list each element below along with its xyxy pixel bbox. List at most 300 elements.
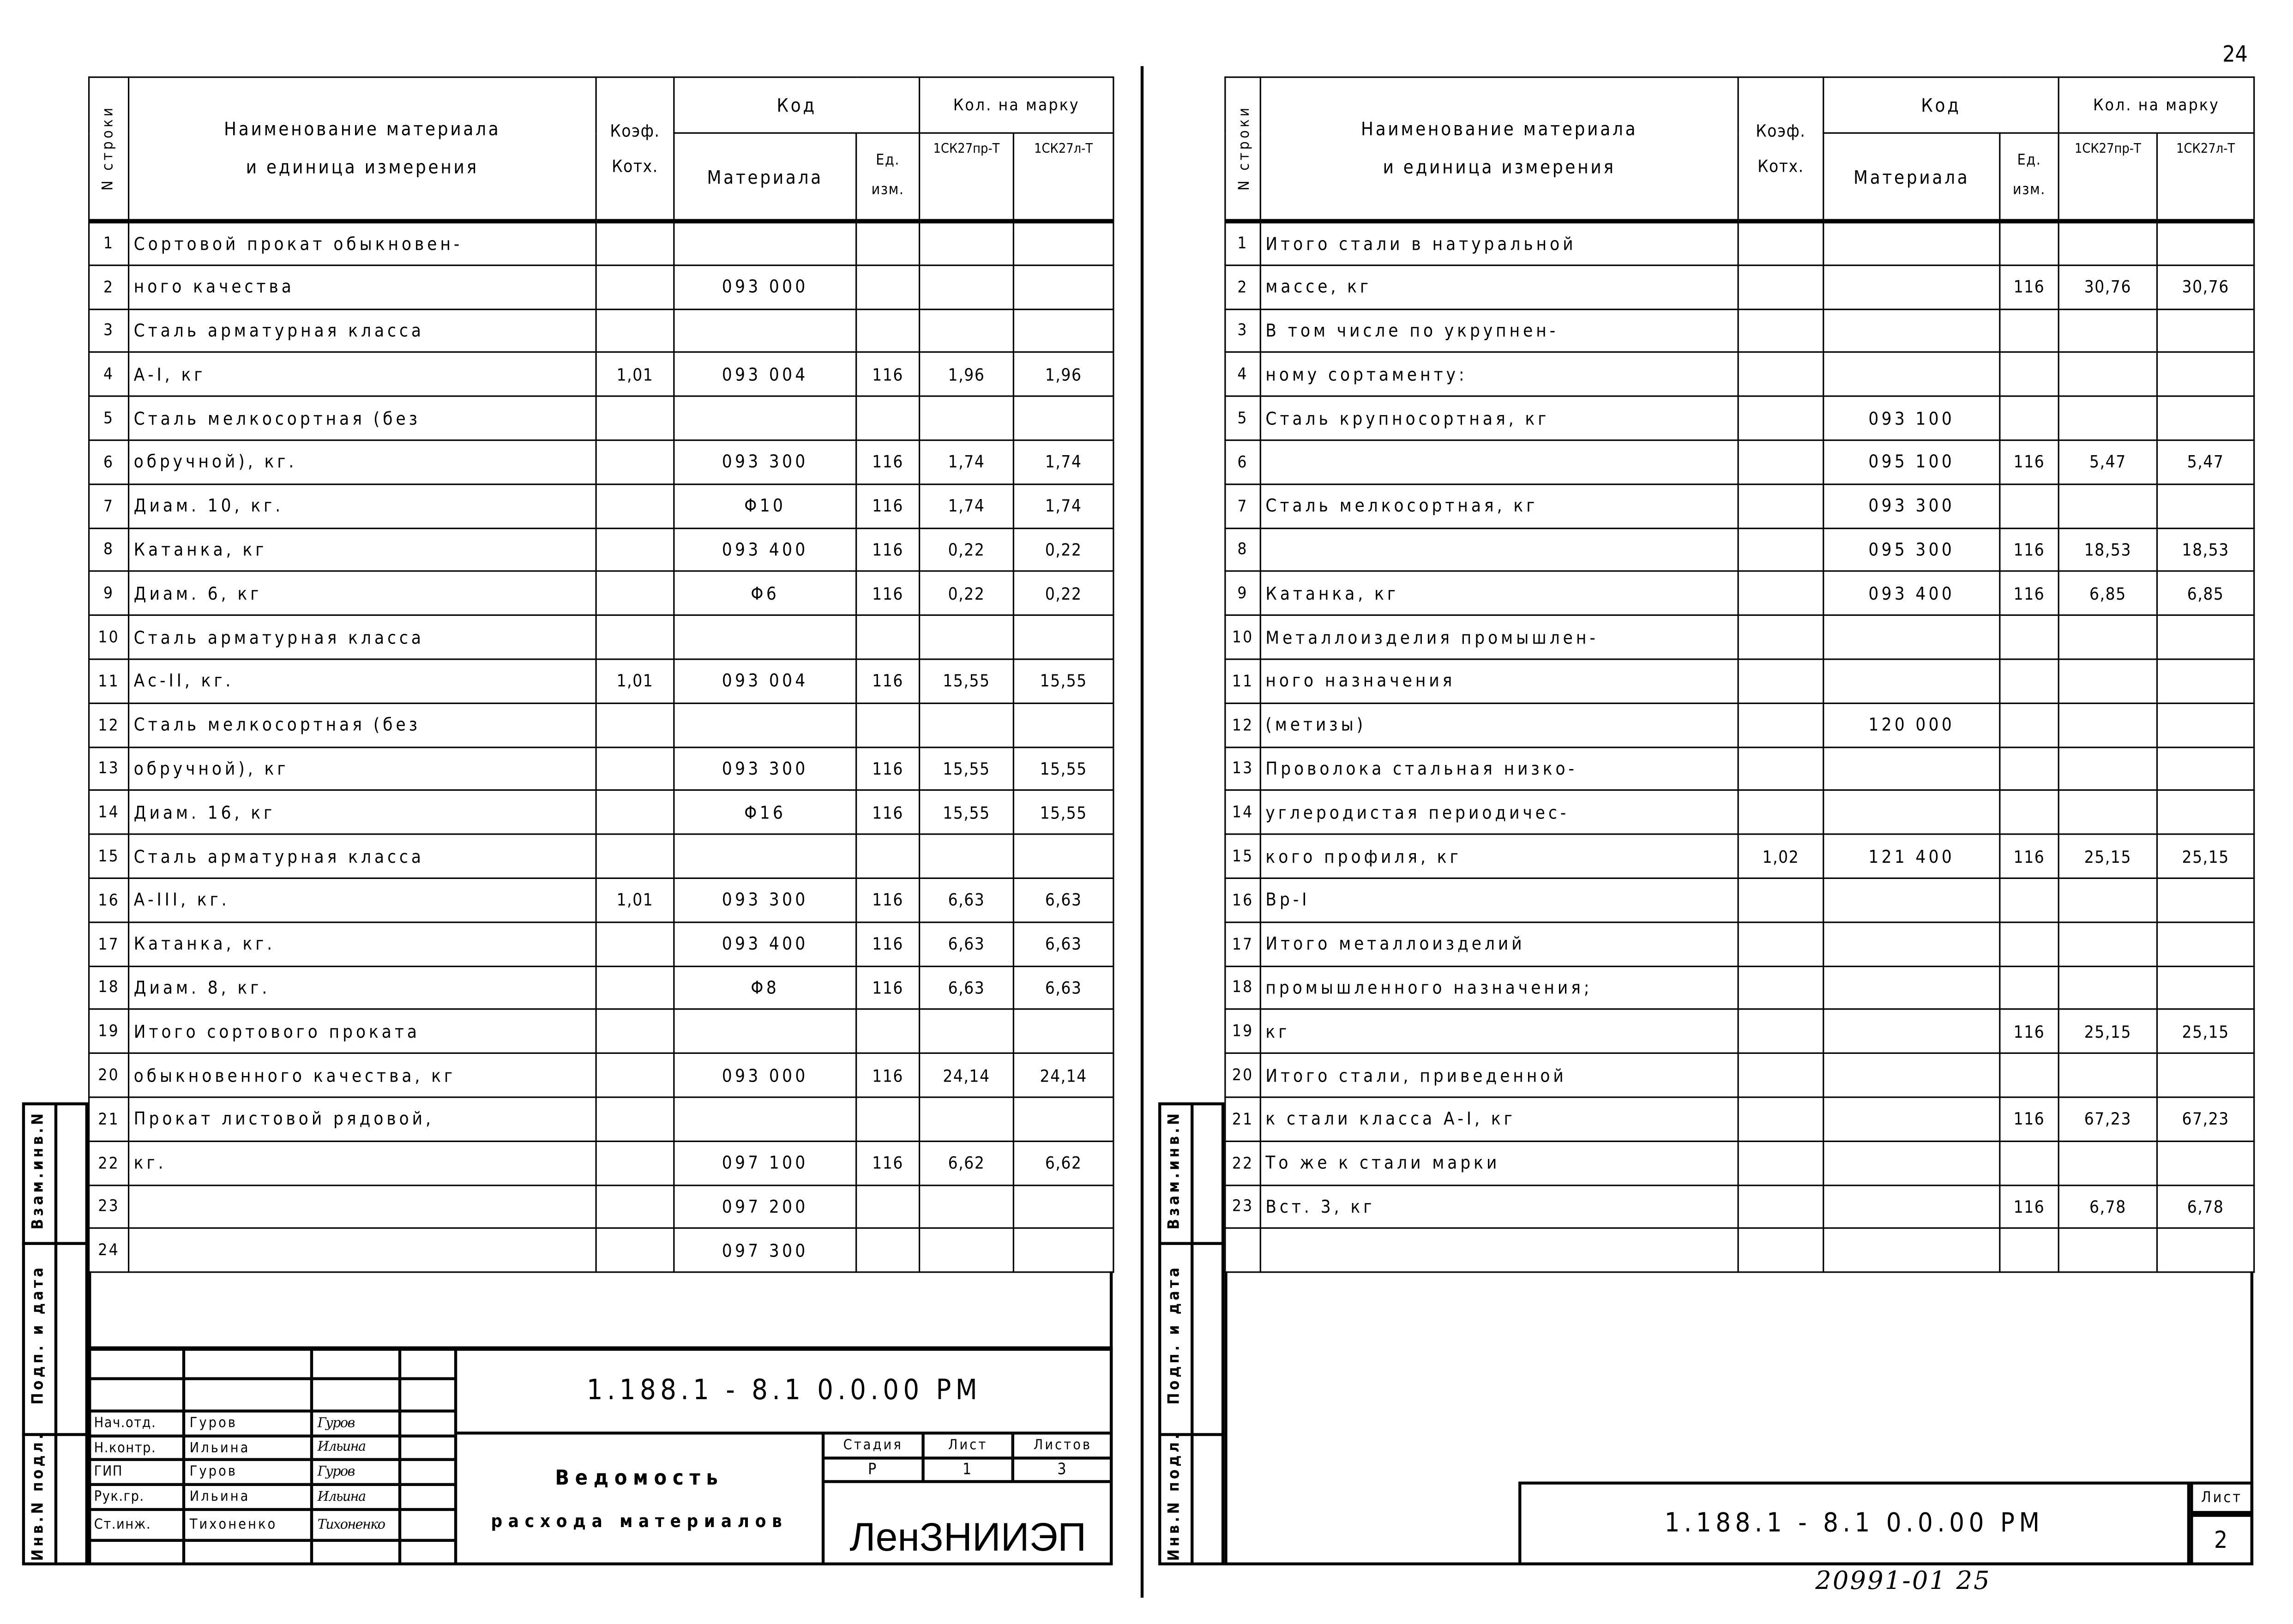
table-row bbox=[1225, 922, 2254, 966]
table-row bbox=[1225, 353, 2254, 397]
material-name: ному сортаменту: bbox=[1260, 353, 1738, 397]
title-line-1: Ведомость bbox=[555, 1467, 724, 1491]
table-row bbox=[89, 834, 1113, 878]
material-name: Металлоизделия промышлен- bbox=[1260, 615, 1738, 659]
qty-mark-2 bbox=[2157, 397, 2254, 440]
table-row-empty bbox=[1225, 1228, 2254, 1272]
material-code bbox=[674, 1010, 856, 1053]
stamp-cell bbox=[184, 1540, 312, 1565]
sheets-value: 3 bbox=[1013, 1458, 1113, 1482]
material-name: А-III, кг. bbox=[129, 878, 596, 922]
material-name: обручной), кг. bbox=[129, 440, 596, 484]
material-name: ного назначения bbox=[1260, 659, 1738, 703]
coefficient bbox=[1738, 353, 1824, 397]
mark-2-header: 1СК27л-Т bbox=[2157, 133, 2254, 221]
qty-mark-2: 6,63 bbox=[1013, 922, 1113, 966]
material-code: 097 100 bbox=[674, 1141, 856, 1185]
material-name: промышленного назначения; bbox=[1260, 966, 1738, 1010]
row-number: 19 bbox=[1225, 1010, 1260, 1053]
material-code: Φ10 bbox=[674, 484, 856, 528]
qty-mark-2 bbox=[1013, 1228, 1113, 1272]
material-code bbox=[1824, 922, 2000, 966]
material-name: Сталь арматурная класса bbox=[129, 309, 596, 353]
coefficient bbox=[1738, 615, 1824, 659]
row-number: 5 bbox=[89, 397, 129, 440]
stamp-person-name: Гуров bbox=[184, 1411, 312, 1436]
row-number: 9 bbox=[89, 571, 129, 615]
row-number: 7 bbox=[1225, 484, 1260, 528]
unit-code bbox=[856, 1185, 920, 1228]
qty-mark-2 bbox=[2157, 615, 2254, 659]
unit-code: 116 bbox=[2000, 265, 2058, 309]
name-header-line-1: Наименование материала bbox=[224, 117, 501, 140]
table-row bbox=[89, 791, 1113, 835]
divider bbox=[54, 1102, 57, 1565]
table-row bbox=[1225, 747, 2254, 791]
material-code bbox=[1824, 265, 2000, 309]
name-header bbox=[1260, 77, 1738, 221]
qty-mark-1: 25,15 bbox=[2058, 1010, 2157, 1053]
unit-code: 116 bbox=[856, 484, 920, 528]
unit-code bbox=[856, 1010, 920, 1053]
table-row bbox=[1225, 221, 2254, 265]
unit-code bbox=[2000, 878, 2058, 922]
qty-mark-1: 6,85 bbox=[2058, 571, 2157, 615]
unit-code bbox=[2000, 309, 2058, 353]
qty-mark-2: 24,14 bbox=[1013, 1053, 1113, 1097]
unit-code: 116 bbox=[2000, 440, 2058, 484]
unit-code: 116 bbox=[856, 922, 920, 966]
stamp-cell bbox=[88, 1348, 184, 1379]
unit-code: 116 bbox=[856, 878, 920, 922]
mark-1-header: 1СК27пр-Т bbox=[920, 133, 1014, 221]
material-name: Сортовой прокат обыкновен- bbox=[129, 221, 596, 265]
unit-code: 116 bbox=[856, 440, 920, 484]
unit-code: 116 bbox=[2000, 1097, 2058, 1141]
stamp-role: Нач.отд. bbox=[88, 1411, 184, 1436]
qty-mark-2 bbox=[1013, 265, 1113, 309]
name-header-line-1: Наименование материала bbox=[1360, 117, 1638, 140]
table-row bbox=[89, 1010, 1113, 1053]
row-number: 14 bbox=[89, 791, 129, 835]
table-row bbox=[1225, 571, 2254, 615]
code-header: Код bbox=[674, 77, 920, 133]
table-row bbox=[1225, 1010, 2254, 1053]
stamp-date-cell bbox=[400, 1485, 456, 1510]
material-code: 093 300 bbox=[674, 747, 856, 791]
material-code bbox=[1824, 1053, 2000, 1097]
table-header-row bbox=[1225, 77, 2254, 133]
table-row bbox=[89, 440, 1113, 484]
unit-code: 116 bbox=[2000, 834, 2058, 878]
replace-inv-label: Взам.инв.N bbox=[29, 1110, 47, 1230]
material-code: 093 300 bbox=[674, 878, 856, 922]
unit-code: 116 bbox=[856, 791, 920, 835]
qty-mark-1 bbox=[920, 615, 1014, 659]
qty-mark-2 bbox=[1013, 615, 1113, 659]
signature: Гуров bbox=[312, 1460, 400, 1485]
coefficient bbox=[596, 440, 674, 484]
row-number: 16 bbox=[89, 878, 129, 922]
material-name: Вст. 3, кг bbox=[1260, 1185, 1738, 1228]
empty-cell bbox=[2000, 1228, 2058, 1272]
material-name: Сталь арматурная класса bbox=[129, 615, 596, 659]
qty-mark-2 bbox=[1013, 1097, 1113, 1141]
unit-code bbox=[2000, 659, 2058, 703]
stage-label: Стадия bbox=[823, 1433, 923, 1458]
row-number: 11 bbox=[89, 659, 129, 703]
material-name: кого профиля, кг bbox=[1260, 834, 1738, 878]
material-name: обручной), кг bbox=[129, 747, 596, 791]
material-name: Диам. 16, кг bbox=[129, 791, 596, 835]
qty-mark-2 bbox=[2157, 703, 2254, 747]
qty-mark-2 bbox=[2157, 747, 2254, 791]
row-number: 12 bbox=[1225, 703, 1260, 747]
coefficient bbox=[1738, 659, 1824, 703]
qty-mark-1 bbox=[2058, 703, 2157, 747]
row-number: 18 bbox=[89, 966, 129, 1010]
document-code: 1.188.1 - 8.1 0.0.00 РМ bbox=[456, 1348, 1113, 1433]
table-row bbox=[1225, 615, 2254, 659]
unit-code bbox=[2000, 1053, 2058, 1097]
table-row bbox=[89, 747, 1113, 791]
row-number: 19 bbox=[89, 1010, 129, 1053]
qty-mark-1: 15,55 bbox=[920, 747, 1014, 791]
unit-code: 116 bbox=[2000, 571, 2058, 615]
coefficient bbox=[596, 1141, 674, 1185]
material-name: кг. bbox=[129, 1141, 596, 1185]
qty-mark-1: 15,55 bbox=[920, 791, 1014, 835]
title-line-2: расхода материалов bbox=[491, 1511, 788, 1532]
material-name: массе, кг bbox=[1260, 265, 1738, 309]
qty-mark-1 bbox=[2058, 353, 2157, 397]
qty-mark-2: 15,55 bbox=[1013, 747, 1113, 791]
table-row bbox=[89, 221, 1113, 265]
unit-code bbox=[2000, 397, 2058, 440]
qty-mark-2: 15,55 bbox=[1013, 659, 1113, 703]
stamp-cell bbox=[400, 1379, 456, 1411]
qty-mark-1 bbox=[2058, 1053, 2157, 1097]
document-code-right: 1.188.1 - 8.1 0.0.00 РМ bbox=[1518, 1481, 2190, 1565]
material-name: Сталь мелкосортная (без bbox=[129, 703, 596, 747]
unit-header: Ед. изм. bbox=[2000, 133, 2058, 221]
material-code bbox=[674, 309, 856, 353]
material-code: 093 300 bbox=[1824, 484, 2000, 528]
material-code bbox=[1824, 659, 2000, 703]
qty-mark-2 bbox=[2157, 922, 2254, 966]
row-number: 21 bbox=[1225, 1097, 1260, 1141]
qty-mark-1 bbox=[2058, 966, 2157, 1010]
material-code: Φ8 bbox=[674, 966, 856, 1010]
name-header bbox=[129, 77, 596, 221]
stamp-role: Ст.инж. bbox=[88, 1510, 184, 1540]
material-name bbox=[1260, 528, 1738, 571]
unit-code bbox=[856, 1228, 920, 1272]
row-number-header bbox=[1225, 77, 1260, 221]
row-number: 17 bbox=[89, 922, 129, 966]
unit-code bbox=[856, 265, 920, 309]
table-row bbox=[89, 878, 1113, 922]
qty-header: Кол. на марку bbox=[920, 77, 1113, 133]
stamp-cell bbox=[312, 1379, 400, 1411]
material-name: Сталь крупносортная, кг bbox=[1260, 397, 1738, 440]
material-name: Катанка, кг bbox=[129, 528, 596, 571]
qty-mark-2 bbox=[2157, 353, 2254, 397]
coefficient bbox=[596, 1097, 674, 1141]
qty-mark-2 bbox=[2157, 1141, 2254, 1185]
organization-logo: ЛенЗНИИЭП bbox=[823, 1481, 1113, 1565]
qty-mark-1 bbox=[2058, 747, 2157, 791]
coefficient bbox=[1738, 440, 1824, 484]
qty-mark-2 bbox=[2157, 659, 2254, 703]
unit-code bbox=[856, 703, 920, 747]
qty-mark-2: 0,22 bbox=[1013, 528, 1113, 571]
coefficient bbox=[1738, 1053, 1824, 1097]
name-header-line-2: и единица измерения bbox=[246, 156, 479, 178]
row-number: 8 bbox=[1225, 528, 1260, 571]
material-code: Φ6 bbox=[674, 571, 856, 615]
row-number: 17 bbox=[1225, 922, 1260, 966]
signature: Гуров bbox=[312, 1411, 400, 1436]
document-title bbox=[456, 1433, 823, 1565]
row-number: 4 bbox=[89, 353, 129, 397]
stamp-person-name: Ильина bbox=[184, 1485, 312, 1510]
table-row bbox=[1225, 528, 2254, 571]
material-code: 095 300 bbox=[1824, 528, 2000, 571]
unit-code bbox=[2000, 353, 2058, 397]
row-number: 7 bbox=[89, 484, 129, 528]
stamp-cell bbox=[88, 1540, 184, 1565]
qty-mark-1 bbox=[2058, 1141, 2157, 1185]
qty-mark-2 bbox=[1013, 397, 1113, 440]
material-name: А-I, кг bbox=[129, 353, 596, 397]
stamp-role: ГИП bbox=[88, 1460, 184, 1485]
unit-code: 116 bbox=[856, 353, 920, 397]
row-number: 21 bbox=[89, 1097, 129, 1141]
material-name bbox=[1260, 440, 1738, 484]
qty-mark-2: 0,22 bbox=[1013, 571, 1113, 615]
unit-code bbox=[856, 615, 920, 659]
unit-code: 116 bbox=[2000, 1185, 2058, 1228]
qty-mark-2: 6,63 bbox=[1013, 878, 1113, 922]
coefficient bbox=[1738, 703, 1824, 747]
table-row bbox=[1225, 1141, 2254, 1185]
table-row bbox=[1225, 966, 2254, 1010]
qty-mark-2 bbox=[1013, 1010, 1113, 1053]
qty-mark-1: 1,96 bbox=[920, 353, 1014, 397]
material-name: Проволока стальная низко- bbox=[1260, 747, 1738, 791]
row-number: 9 bbox=[1225, 571, 1260, 615]
material-code bbox=[1824, 1010, 2000, 1053]
qty-mark-2 bbox=[2157, 484, 2254, 528]
coefficient bbox=[596, 397, 674, 440]
sheet-number-right: 2 bbox=[2190, 1514, 2253, 1565]
row-number: 8 bbox=[89, 528, 129, 571]
material-name: Диам. 8, кг. bbox=[129, 966, 596, 1010]
unit-code bbox=[2000, 922, 2058, 966]
qty-mark-2 bbox=[2157, 966, 2254, 1010]
stamp-cell bbox=[400, 1540, 456, 1565]
unit-code bbox=[856, 1097, 920, 1141]
table-row bbox=[1225, 397, 2254, 440]
qty-mark-1: 30,76 bbox=[2058, 265, 2157, 309]
qty-mark-1 bbox=[2058, 615, 2157, 659]
qty-mark-1: 6,78 bbox=[2058, 1185, 2157, 1228]
stamp-cell bbox=[312, 1540, 400, 1565]
table-row bbox=[89, 397, 1113, 440]
coefficient bbox=[1738, 1185, 1824, 1228]
stamp-person-name: Тихоненко bbox=[184, 1510, 312, 1540]
mark-1-header: 1СК27пр-Т bbox=[2058, 133, 2157, 221]
qty-mark-1 bbox=[2058, 659, 2157, 703]
unit-code bbox=[2000, 791, 2058, 835]
qty-mark-1: 15,55 bbox=[920, 659, 1014, 703]
sheet-label: Лист bbox=[923, 1433, 1013, 1458]
material-name: Сталь мелкосортная, кг bbox=[1260, 484, 1738, 528]
qty-mark-2: 15,55 bbox=[1013, 791, 1113, 835]
material-code bbox=[674, 1097, 856, 1141]
coef-header: Коэф. Котх. bbox=[596, 77, 674, 221]
table-row bbox=[1225, 878, 2254, 922]
signature: Тихоненко bbox=[312, 1510, 400, 1540]
material-code: 093 004 bbox=[674, 353, 856, 397]
table-row bbox=[1225, 703, 2254, 747]
row-number: 22 bbox=[1225, 1141, 1260, 1185]
row-number: 18 bbox=[1225, 966, 1260, 1010]
table-row bbox=[1225, 1185, 2254, 1228]
qty-mark-2: 6,62 bbox=[1013, 1141, 1113, 1185]
qty-mark-1 bbox=[920, 1228, 1014, 1272]
material-code bbox=[1824, 747, 2000, 791]
row-number: 15 bbox=[1225, 834, 1260, 878]
row-number: 10 bbox=[1225, 615, 1260, 659]
material-code bbox=[1824, 221, 2000, 265]
stamp-cell bbox=[184, 1379, 312, 1411]
table-row bbox=[1225, 659, 2254, 703]
table-row bbox=[1225, 791, 2254, 835]
empty-cell bbox=[1225, 1228, 1260, 1272]
stamp-role: Н.контр. bbox=[88, 1436, 184, 1460]
table-row bbox=[1225, 484, 2254, 528]
qty-mark-1: 67,23 bbox=[2058, 1097, 2157, 1141]
material-code: 120 000 bbox=[1824, 703, 2000, 747]
row-number: 23 bbox=[89, 1185, 129, 1228]
code-header: Код bbox=[1824, 77, 2058, 133]
unit-code: 116 bbox=[856, 528, 920, 571]
table-row bbox=[1225, 1053, 2254, 1097]
table-row bbox=[89, 265, 1113, 309]
table-row bbox=[89, 703, 1113, 747]
coefficient bbox=[1738, 922, 1824, 966]
qty-mark-1 bbox=[920, 703, 1014, 747]
qty-mark-1 bbox=[920, 265, 1014, 309]
coefficient bbox=[596, 834, 674, 878]
coefficient bbox=[596, 484, 674, 528]
material-code-header: Материала bbox=[674, 133, 856, 221]
stamp-cell bbox=[184, 1348, 312, 1379]
material-code: 093 100 bbox=[1824, 397, 2000, 440]
material-code bbox=[1824, 1141, 2000, 1185]
row-number: 4 bbox=[1225, 353, 1260, 397]
unit-code bbox=[2000, 221, 2058, 265]
qty-mark-2 bbox=[1013, 309, 1113, 353]
row-number: 3 bbox=[89, 309, 129, 353]
materials-table-left bbox=[88, 77, 1114, 1273]
material-name: Итого стали, приведенной bbox=[1260, 1053, 1738, 1097]
archive-number: 20991-01 25 bbox=[1815, 1567, 1991, 1596]
table-row bbox=[89, 1053, 1113, 1097]
stamp-role: Рук.гр. bbox=[88, 1485, 184, 1510]
sheets-label: Листов bbox=[1013, 1433, 1113, 1458]
table-row bbox=[89, 966, 1113, 1010]
material-code: 097 200 bbox=[674, 1185, 856, 1228]
qty-mark-1 bbox=[920, 1010, 1014, 1053]
qty-mark-1 bbox=[920, 397, 1014, 440]
qty-mark-1 bbox=[2058, 309, 2157, 353]
qty-mark-1: 24,14 bbox=[920, 1053, 1014, 1097]
stamp-person-name: Ильина bbox=[184, 1436, 312, 1460]
table-header-row bbox=[89, 77, 1113, 133]
coefficient bbox=[596, 1185, 674, 1228]
row-number: 5 bbox=[1225, 397, 1260, 440]
material-name: Вр-I bbox=[1260, 878, 1738, 922]
qty-mark-2 bbox=[2157, 309, 2254, 353]
table-row bbox=[1225, 265, 2254, 309]
qty-mark-2: 30,76 bbox=[2157, 265, 2254, 309]
row-number: 20 bbox=[1225, 1053, 1260, 1097]
qty-mark-1 bbox=[2058, 484, 2157, 528]
coefficient bbox=[596, 922, 674, 966]
empty-cell bbox=[1738, 1228, 1824, 1272]
qty-mark-2 bbox=[2157, 791, 2254, 835]
row-number: 2 bbox=[1225, 265, 1260, 309]
row-number: 16 bbox=[1225, 878, 1260, 922]
table-row bbox=[89, 528, 1113, 571]
row-number: 10 bbox=[89, 615, 129, 659]
stamp-date-cell bbox=[400, 1411, 456, 1436]
qty-mark-2: 5,47 bbox=[2157, 440, 2254, 484]
row-number: 14 bbox=[1225, 791, 1260, 835]
signature: Ильина bbox=[312, 1485, 400, 1510]
sheet-label-right: Лист bbox=[2190, 1481, 2253, 1514]
qty-mark-1 bbox=[920, 1185, 1014, 1228]
material-name: обыкновенного качества, кг bbox=[129, 1053, 596, 1097]
material-name: Сталь арматурная класса bbox=[129, 834, 596, 878]
material-name: Итого металлоизделий bbox=[1260, 922, 1738, 966]
unit-code bbox=[2000, 1141, 2058, 1185]
material-code bbox=[1824, 1097, 2000, 1141]
table-row bbox=[89, 484, 1113, 528]
unit-code bbox=[856, 397, 920, 440]
coefficient bbox=[596, 309, 674, 353]
empty-cell bbox=[1824, 1228, 2000, 1272]
unit-code bbox=[2000, 703, 2058, 747]
material-name: В том числе по укрупнен- bbox=[1260, 309, 1738, 353]
qty-mark-1: 25,15 bbox=[2058, 834, 2157, 878]
qty-mark-2: 6,63 bbox=[1013, 966, 1113, 1010]
stamp-cell bbox=[88, 1379, 184, 1411]
row-number: 1 bbox=[1225, 221, 1260, 265]
unit-code: 116 bbox=[856, 659, 920, 703]
row-number: 2 bbox=[89, 265, 129, 309]
row-number: 15 bbox=[89, 834, 129, 878]
material-code bbox=[1824, 791, 2000, 835]
unit-code: 116 bbox=[2000, 1010, 2058, 1053]
material-code: 093 400 bbox=[1824, 571, 2000, 615]
qty-mark-2 bbox=[1013, 703, 1113, 747]
coefficient: 1,01 bbox=[596, 878, 674, 922]
material-name: Катанка, кг bbox=[1260, 571, 1738, 615]
